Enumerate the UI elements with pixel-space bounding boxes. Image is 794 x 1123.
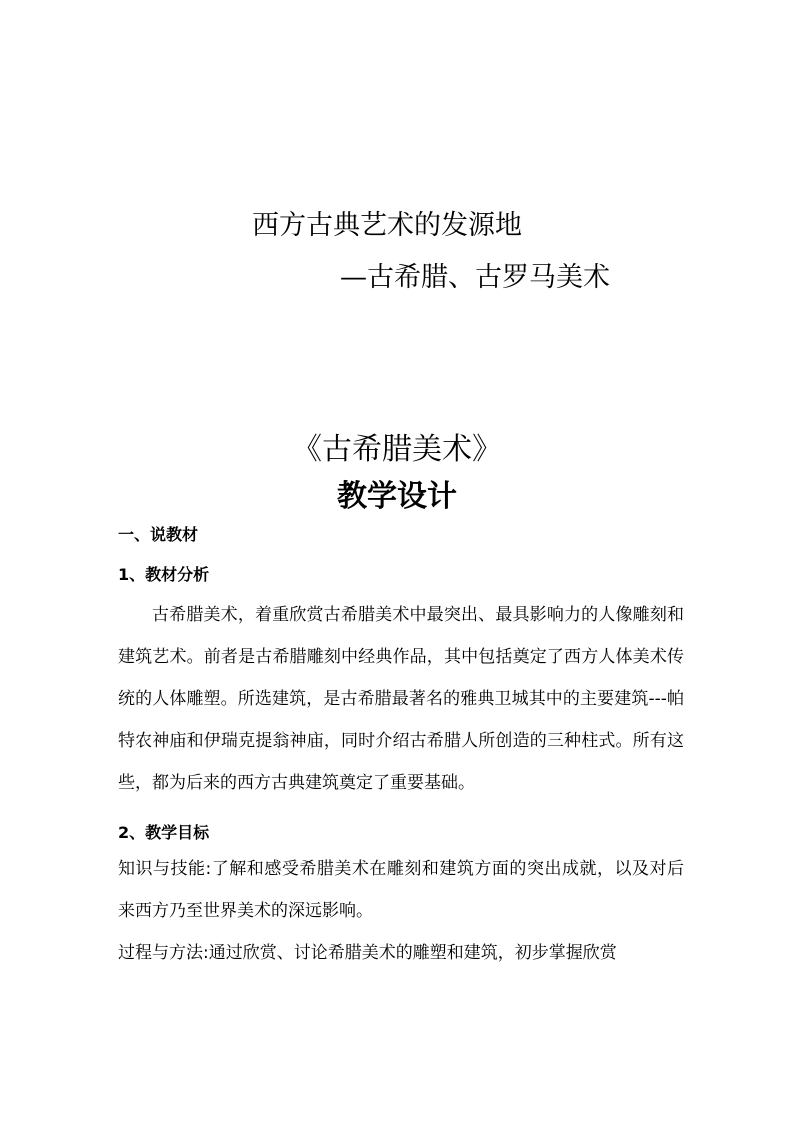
document-title: 西方古典艺术的发源地 [252,210,522,241]
goal-process-paragraph [118,932,684,974]
lesson-book-title: 《古希腊美术》 [292,432,502,467]
subsection-heading-analysis: 1、教材分析 [118,565,210,584]
goal-process-label: 过程与方法: [118,943,209,963]
goal-knowledge-text: 了解和感受希腊美术在雕刻和建筑方面的突出成就，以及对后来西方乃至世界美术的深远影响。 [118,859,685,921]
lesson-design-heading: 教学设计 [337,479,457,514]
goal-process-text: 通过欣赏、讨论希腊美术的雕塑和建筑，初步掌握欣赏 [208,943,617,963]
analysis-paragraph: 古希腊美术，着重欣赏古希腊美术中最突出、最具影响力的人像雕刻和建筑艺术。前者是古希腊雕刻中经典作品，其中包括奠定了西方人体美术传统的人体雕塑。所选建筑，是古希腊最著名的雅典卫城其中的主要建筑---帕特农神庙和伊瑞克提翁神庙，同时介绍古希腊人所创造的三种柱式。所有这些，都为后来的西方古典建筑奠定了重要基础。 [118,605,684,793]
document-body [118,518,684,974]
section-heading-textbook: 一、说教材 [118,525,199,544]
goal-knowledge-paragraph [118,848,684,932]
subsection-heading-goals: 2、教学目标 [118,823,210,842]
goal-knowledge-label: 知识与技能: [118,859,212,879]
document-subtitle: —古希腊、古罗马美术 [340,262,610,293]
